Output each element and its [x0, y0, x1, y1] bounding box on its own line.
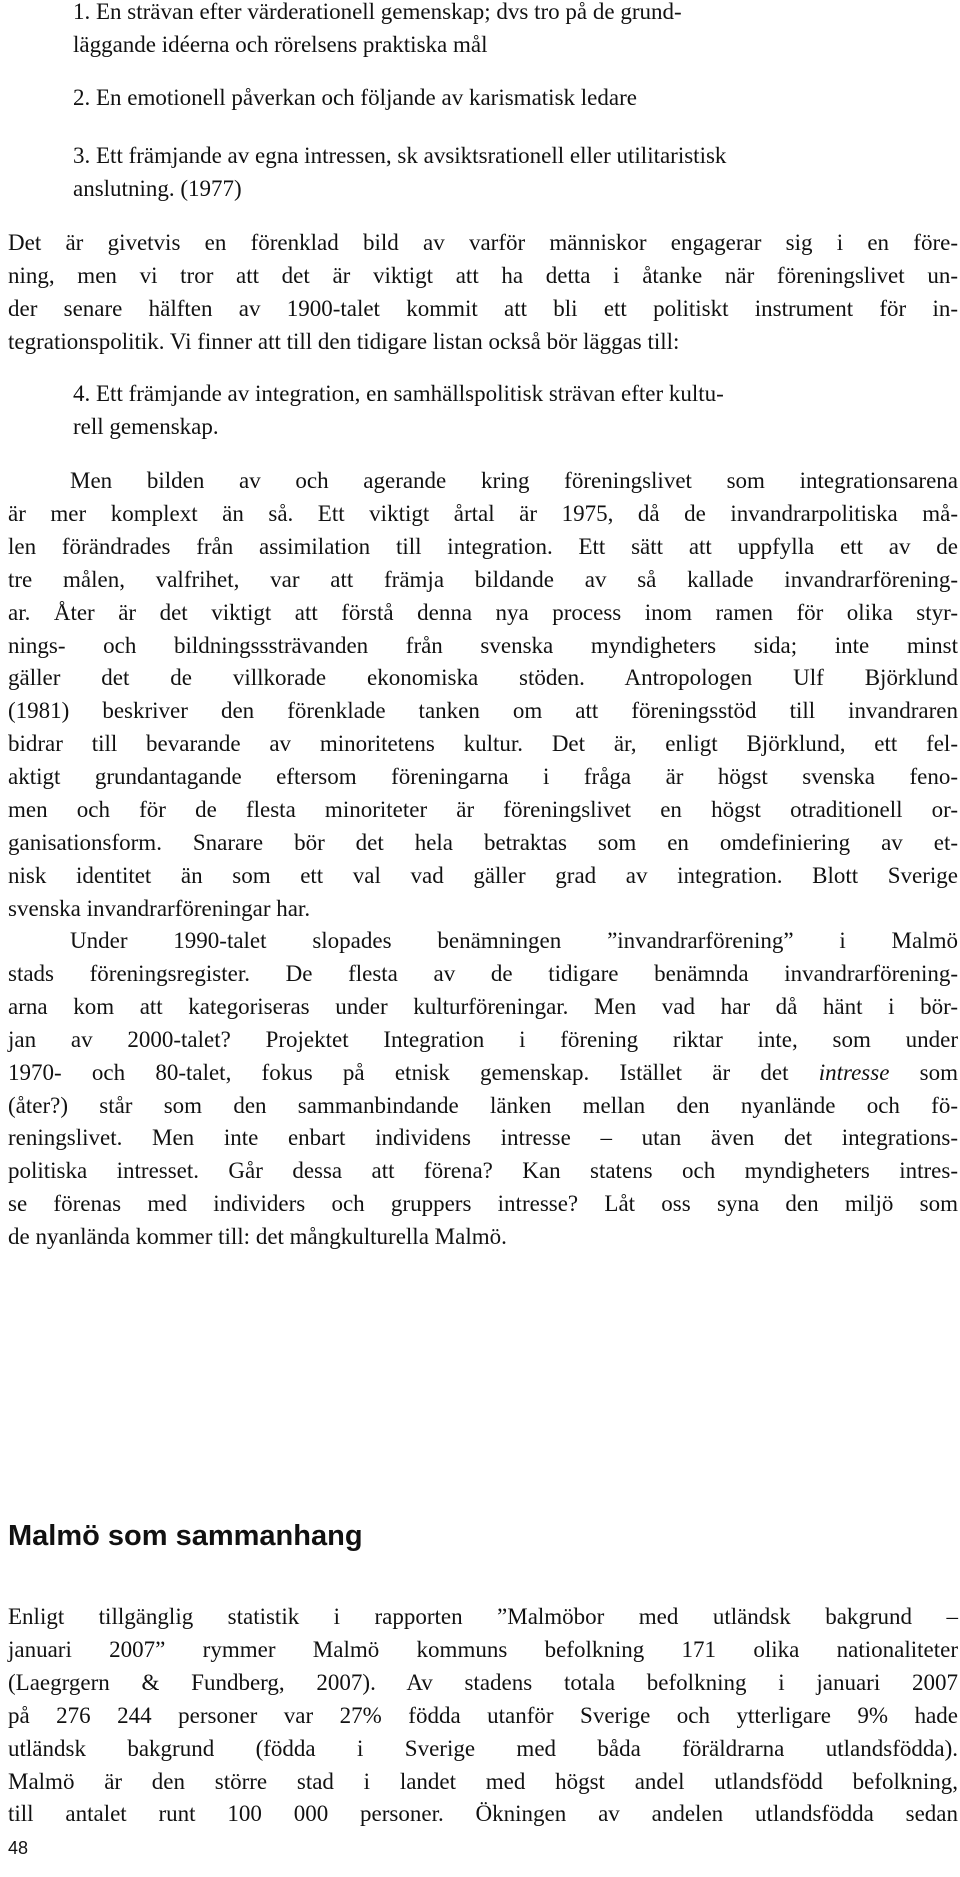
paragraph-3-line-5-text: 1970- och 80-talet, fokus på etnisk gemenskap. Istället är det — [8, 1059, 819, 1085]
paragraph-2-line-4: tre målen, valfrihet, var att främja bildande av så kallade invandrarförening- — [8, 566, 958, 592]
paragraph-2-line-9: bidrar till bevarande av minoritetens kultur. Det är, enligt Björklund, ett fel- — [8, 731, 958, 757]
paragraph-1 — [8, 227, 958, 359]
paragraph-3-line-8: politiska intresset. Går dessa att förena? Kan statens och myndigheters intres- — [8, 1158, 958, 1184]
paragraph-1-line-1: Det är givetvis en förenklad bild av varför människor engagerar sig i en före- — [8, 230, 958, 255]
list-item-2 — [8, 82, 960, 115]
list-item-3 — [8, 140, 960, 206]
paragraph-1-line-3: der senare hälften av 1900-talet kommit att bli ett politiskt instrument för in- — [8, 295, 958, 321]
page-number: 48 — [8, 1838, 29, 1858]
paragraph-2-line-3: len förändrades från assimilation till integration. Ett sätt att uppfylla ett av de — [8, 533, 958, 559]
paragraph-3-line-2: stads föreningsregister. De flesta av de tidigare benämnda invandrarförening- — [8, 960, 958, 986]
paragraph-4-line-7: till antalet runt 100 000 personer. Ökningen av andelen utlandsfödda sedan — [8, 1801, 958, 1827]
paragraph-4 — [8, 1601, 958, 1831]
paragraph-2-line-14: svenska invandrarföreningar har. — [8, 895, 311, 921]
list-item-1-line-1: 1. En strävan efter värderationell gemenskap; dvs tro på de grund- — [73, 0, 682, 24]
paragraph-3-line-6: (åter?) står som den sammanbindande länken mellan den nyanlände och fö- — [8, 1092, 958, 1118]
paragraph-4-line-2: januari 2007” rymmer Malmö kommuns befolkning 171 olika nationaliteter — [8, 1636, 958, 1662]
paragraph-2-line-5: ar. Åter är det viktigt att förstå denna nya process inom ramen för olika styr- — [8, 599, 958, 625]
paragraph-2-line-11: men och för de flesta minoriteter är föreningslivet en högst otraditionell or- — [8, 797, 958, 823]
paragraph-2-line-12: ganisationsform. Snarare bör det hela betraktas som en omdefiniering av et- — [8, 829, 958, 855]
paragraph-3-italic-word: intresse — [818, 1059, 890, 1085]
paragraph-4-line-5: utländsk bakgrund (födda i Sverige med båda föräldrarna utlandsfödda). — [8, 1735, 958, 1761]
list-item-1-line-2: läggande idéerna och rörelsens praktiska mål — [73, 31, 488, 57]
paragraph-2-line-7: gäller det de villkorade ekonomiska stöden. Antropologen Ulf Björklund — [8, 665, 958, 691]
paragraph-1-line-4: tegrationspolitik. Vi finner att till den tidigare listan också bör läggas till: — [8, 328, 680, 354]
paragraph-2-line-2: är mer komplext än så. Ett viktigt årtal är 1975, då de invandrarpolitiska må- — [8, 500, 958, 526]
paragraph-3-line-5 — [8, 1057, 958, 1090]
paragraph-2-line-6: nings- och bildningsssträvanden från svenska myndigheters sida; inte minst — [8, 632, 958, 658]
list-item-2-line-1: 2. En emotionell påverkan och följande av karismatisk ledare — [73, 85, 637, 110]
paragraph-2-line-1: Men bilden av och agerande kring föreningslivet som integrationsarena — [70, 468, 958, 493]
list-item-3-line-2: anslutning. (1977) — [73, 175, 242, 201]
paragraph-3 — [8, 925, 958, 1254]
list-block-1 — [8, 0, 960, 62]
list-item-3-line-1: 3. Ett främjande av egna intressen, sk avsiktsrationell eller utilitaristisk — [73, 143, 727, 168]
paragraph-3-line-1: Under 1990-talet slopades benämningen ”invandrarförening” i Malmö — [70, 928, 958, 953]
paragraph-4-line-1: Enligt tillgänglig statistik i rapporten ”Malmöbor med utländsk bakgrund – — [8, 1604, 958, 1629]
section-heading: Malmö som sammanhang — [8, 1520, 363, 1552]
paragraph-3-line-9: se förenas med individers och gruppers intresse? Låt oss syna den miljö som — [8, 1191, 958, 1217]
paragraph-3-line-5-tail: som — [889, 1059, 958, 1085]
list-item-4-line-1: 4. Ett främjande av integration, en samhällspolitisk strävan efter kultu- — [73, 381, 724, 406]
paragraph-3-line-7: reningslivet. Men inte enbart individens intresse – utan även det integrations- — [8, 1125, 958, 1151]
paragraph-3-line-3: arna kom att kategoriseras under kulturföreningar. Men vad har då hänt i bör- — [8, 993, 958, 1019]
paragraph-2-line-10: aktigt grundantagande eftersom föreningarna i fråga är högst svenska feno- — [8, 764, 958, 790]
paragraph-2 — [8, 465, 958, 926]
list-block-2 — [8, 378, 960, 444]
paragraph-3-line-10: de nyanlända kommer till: det mångkulturella Malmö. — [8, 1224, 507, 1250]
paragraph-1-line-2: ning, men vi tror att det är viktigt att ha detta i åtanke när föreningslivet un- — [8, 262, 958, 288]
paragraph-4-line-4: på 276 244 personer var 27% födda utanför Sverige och ytterligare 9% hade — [8, 1702, 958, 1728]
paragraph-2-line-13: nisk identitet än som ett val vad gäller grad av integration. Blott Sverige — [8, 862, 958, 888]
paragraph-4-line-3: (Laegrgern & Fundberg, 2007). Av stadens totala befolkning i januari 2007 — [8, 1669, 958, 1695]
list-item-4-line-2: rell gemenskap. — [73, 413, 219, 439]
paragraph-3-line-4: jan av 2000-talet? Projektet Integration i förening riktar inte, som under — [8, 1026, 958, 1052]
paragraph-2-line-8: (1981) beskriver den förenklade tanken om att föreningsstöd till invandraren — [8, 698, 958, 724]
paragraph-4-line-6: Malmö är den större stad i landet med högst andel utlandsfödd befolkning, — [8, 1768, 958, 1794]
